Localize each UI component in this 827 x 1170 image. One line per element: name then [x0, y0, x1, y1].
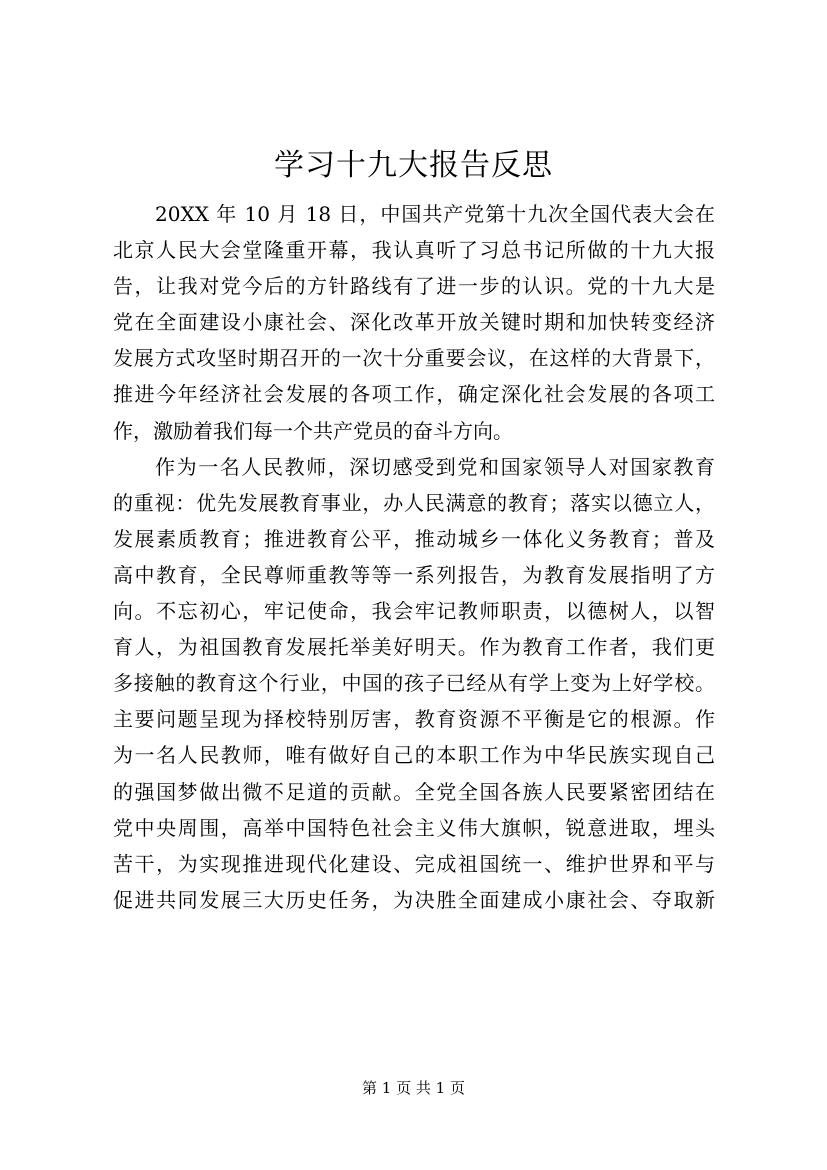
paragraph-1-line-1: 20XX 年 10 月 18 日，中国共产党第十九次全国代表大会在 [155, 202, 715, 226]
paragraph-1-line-7: 作，激励着我们每一个共产党员的奋斗方向。 [113, 418, 513, 443]
paragraph-2-line-3: 发展素质教育；推进教育公平，推动城乡一体化义务教育；普及 [113, 526, 715, 551]
paragraph-1 [113, 196, 715, 449]
page-footer: 第 1 页 共 1 页 [362, 1079, 465, 1097]
paragraph-1-line-5: 发展方式攻坚时期召开的一次十分重要会议，在这样的大背景下， [113, 346, 715, 371]
paragraph-2-line-1: 作为一名人民教师，深切感受到党和国家领导人对国家教育 [155, 454, 715, 479]
paragraph-1-line-4: 党在全面建设小康社会、深化改革开放关键时期和加快转变经济 [113, 310, 715, 335]
paragraph-2-line-9: 为一名人民教师，唯有做好自己的本职工作为中华民族实现自己 [113, 743, 715, 768]
paragraph-2-line-11: 党中央周围，高举中国特色社会主义伟大旗帜，锐意进取，埋头 [113, 815, 715, 840]
paragraph-2 [113, 449, 715, 918]
document-body [113, 196, 715, 918]
paragraph-2-line-5: 向。不忘初心，牢记使命，我会牢记教师职责，以德树人，以智 [113, 599, 715, 624]
document-title: 学习十九大报告反思 [274, 148, 553, 183]
paragraph-1-line-6: 推进今年经济社会发展的各项工作，确定深化社会发展的各项工 [113, 382, 715, 407]
paragraph-1-line-2: 北京人民大会堂隆重开幕，我认真听了习总书记所做的十九大报 [113, 238, 715, 263]
paragraph-2-line-13: 促进共同发展三大历史任务，为决胜全面建成小康社会、夺取新 [113, 887, 715, 912]
paragraph-1-line-3: 告，让我对党今后的方针路线有了进一步的认识。党的十九大是 [113, 274, 715, 299]
paragraph-2-line-8: 主要问题呈现为择校特别厉害，教育资源不平衡是它的根源。作 [113, 707, 715, 732]
paragraph-2-line-4: 高中教育，全民尊师重教等等一系列报告，为教育发展指明了方 [113, 562, 715, 587]
paragraph-2-line-10: 的强国梦做出微不足道的贡献。全党全国各族人民要紧密团结在 [113, 779, 715, 804]
paragraph-2-line-6: 育人，为祖国教育发展托举美好明天。作为教育工作者，我们更 [113, 635, 715, 660]
paragraph-2-line-7: 多接触的教育这个行业，中国的孩子已经从有学上变为上好学校。 [113, 671, 715, 696]
paragraph-2-line-2: 的重视：优先发展教育事业，办人民满意的教育；落实以德立人， [113, 490, 715, 515]
paragraph-2-line-12: 苦干，为实现推进现代化建设、完成祖国统一、维护世界和平与 [113, 851, 715, 876]
